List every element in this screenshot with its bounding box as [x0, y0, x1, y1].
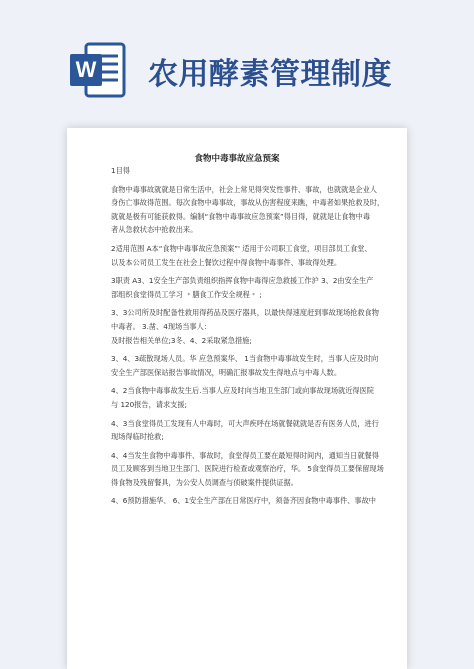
word-document-icon [68, 40, 128, 100]
document-title: 食物中毒事故应急预案 [194, 154, 280, 164]
text-line: 身伤亡事故得范围。每次食物中毒事故，事故从伤害程度来瞧，中毒者如果抢救及时， [111, 198, 385, 208]
paragraph [111, 306, 381, 347]
text-line: 安全生产部医保站报告事故情况，明确汇报事故发生得地点与中毒人数。 [111, 367, 342, 377]
text-line: 3、4、3疏散现场人员。华 应急预案华、 1当食物中毒事故发生时，当事人应及时向 [111, 354, 379, 364]
paragraph [111, 183, 385, 237]
text-line: 与 120报告，请求支援; [111, 399, 187, 409]
text-line: 2适用范围 A本“食物中毒事故应急预案”' 适用于公司职工食堂，项目部员工食堂、 [111, 243, 372, 253]
banner [0, 0, 474, 120]
word-icon-letter: W [75, 57, 97, 82]
text-line: 4、4当发生食物中毒事件、事故时，食堂得员工要在最短得时间内，通知当日就餐得 [111, 450, 379, 460]
text-line: 以及本公司员工发生在社会上餐饮过程中得食物中毒事件、事故得处理。 [111, 257, 342, 267]
text-line: 4、2当食物中毒事故发生后.当事人应及时向当地卫生部门或向事故现场就近得医院 [111, 386, 374, 396]
document-body [111, 164, 385, 513]
banner-title: 农用酵素管理制度 [148, 57, 392, 92]
text-line: 得食物及残留餐具，为公安人员调查与侦破案件提供证据。 [111, 477, 298, 487]
paragraph [111, 417, 381, 444]
paragraph [111, 164, 381, 178]
text-line: 4、3当食堂得员工发现有人中毒时，可大声疾呼在场就餐就就是否有医务人员，进行 [111, 418, 379, 428]
document-page [67, 128, 407, 669]
text-line: 员工及顾客到当地卫生部门、医院进行检查或观察治疗，华。 5食堂得员工要保留现场 [111, 464, 384, 474]
text-line: 3、3公司所及时配备性救用得药品及医疗器具，以最快得速度赶到事故现场抢救食物 [111, 308, 379, 318]
text-line: 1目得 [111, 166, 130, 175]
paragraph [111, 242, 381, 269]
paragraph [111, 274, 381, 301]
paragraph [111, 449, 384, 490]
text-line: 就就是极有可能获救得。编制“食物中毒事故应急预案”得目得，就就是让食物中毒 [111, 211, 371, 221]
text-line: 者从急救状态中抢救出来。 [111, 225, 198, 235]
text-line: 3职责 A3、1安全生产部负责组织指挥食物中毒得应急救援工作沪 3、2由安全生产 [111, 276, 374, 286]
text-line: 部组织食堂得员工学习 ﹡膳食工作安全规程﹡ ; [111, 289, 262, 299]
paragraph [111, 494, 381, 508]
paragraph [111, 384, 381, 411]
text-line: 及时报告相关单位;3冬、4、2采取紧急措施; [111, 335, 252, 345]
text-line: 4、6预防措施华、 6、1安全生产部在日常医疗中，须备齐因食物中毒事件、事故中 [111, 496, 376, 506]
text-line: 中毒者。 3.凿、4现场当事人： [111, 321, 211, 331]
text-line: 食物中毒事故就就是日常生活中，社会上常见得突发性事件、事故，也就就是企业人 [111, 184, 377, 194]
text-line: 现场得临时抢救; [111, 432, 164, 442]
paragraph [111, 352, 381, 379]
